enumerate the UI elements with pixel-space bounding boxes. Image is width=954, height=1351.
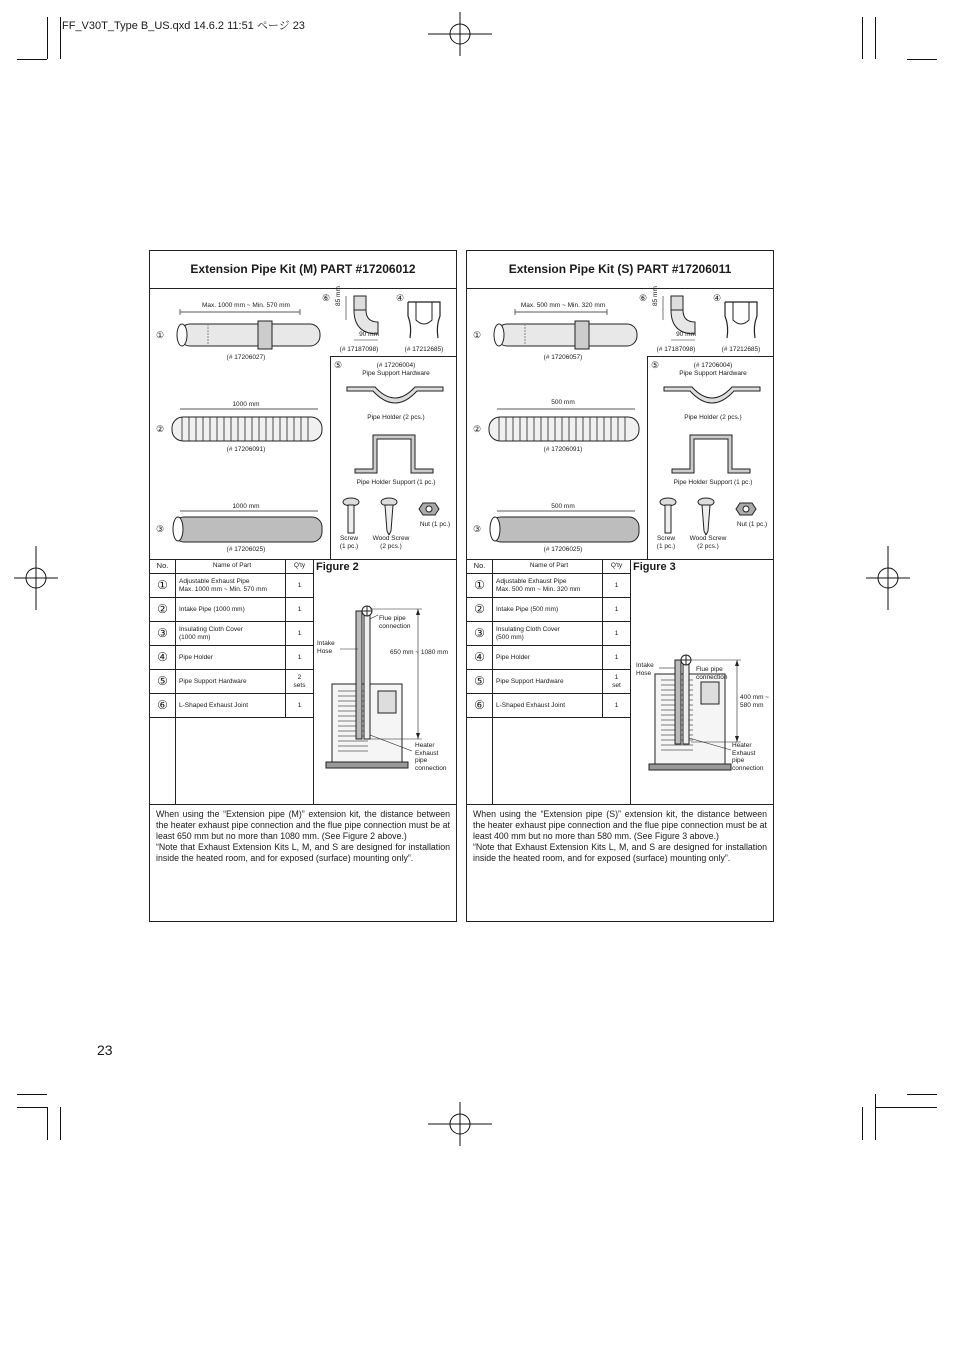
pipe-holder-bracket-icon bbox=[345, 379, 445, 411]
fasteners-icon bbox=[656, 497, 766, 535]
table-row: ① Adjustable Exhaust Pipe Max. 1000 mm ~ Min. 570 mm 1 bbox=[150, 574, 313, 598]
heater-label: Heater Exhaust pipe connection bbox=[732, 742, 764, 772]
range-label: 400 mm ~ 580 mm bbox=[740, 694, 770, 709]
parts-illustration: Max. 1000 mm ~ Min. 570 mm ① (# 17206027) ② 1000 mm (# 17206091) ③ 1000 mm (# 17206025) ⑥ 85 mm 90 mm (# 17187098) ④ (# 17212685) ⑤ (# 17206004) Pipe Support Hardware Pipe Holder (2 pcs.) Pipe Holder Support (1 pc.) Screw (1 pc.) Wood Screw (2 pcs.) Nut (1 pc.) bbox=[150, 288, 456, 560]
table-row: ⑥ L-Shaped Exhaust Joint 1 bbox=[467, 694, 630, 718]
table-row: ④ Pipe Holder 1 bbox=[467, 646, 630, 670]
holder-part: (# 17212685) bbox=[404, 346, 444, 353]
figure-label: Figure 2 bbox=[316, 561, 359, 573]
elbow-part: (# 17187098) bbox=[656, 346, 696, 353]
pipe-holder-clip-icon bbox=[402, 296, 446, 344]
table-row: ④ Pipe Holder 1 bbox=[150, 646, 313, 670]
table-row: ⑤ Pipe Support Hardware 1 set bbox=[467, 670, 630, 694]
figure-label: Figure 3 bbox=[633, 561, 676, 573]
pipe-holder-label: Pipe Holder (2 pcs.) bbox=[684, 414, 742, 421]
cover-dim: 1000 mm bbox=[232, 503, 260, 510]
cloth-cover-icon bbox=[485, 508, 645, 546]
flue-label: Flue pipe connection bbox=[379, 615, 411, 630]
exhaust-part: (# 17206027) bbox=[226, 354, 266, 361]
hardware-part: (# 17206004) bbox=[376, 362, 416, 369]
holder-support-label: Pipe Holder Support (1 pc.) bbox=[673, 479, 753, 486]
exhaust-pipe-icon bbox=[168, 308, 328, 350]
intake-part: (# 17206091) bbox=[543, 446, 583, 453]
exhaust-dim: Max. 1000 mm ~ Min. 570 mm bbox=[202, 302, 290, 309]
exhaust-pipe-icon bbox=[485, 308, 645, 350]
intake-part: (# 17206091) bbox=[226, 446, 266, 453]
intake-hose-icon bbox=[168, 406, 328, 446]
holder-support-icon bbox=[351, 429, 437, 475]
panel-title: Extension Pipe Kit (S) PART #17206011 bbox=[467, 251, 773, 289]
holder-support-icon bbox=[668, 429, 754, 475]
hardware-box: ⑤ (# 17206004) Pipe Support Hardware Pipe Holder (2 pcs.) Pipe Holder Support (1 pc.) Screw (1 pc.) Wood Screw (2 pcs.) Nut (1 pc.) bbox=[647, 356, 774, 560]
registration-mark-bottom bbox=[428, 1102, 492, 1146]
file-stamp: FF_V30T_Type B_US.qxd 14.6.2 11:51 ページ 23 bbox=[62, 20, 305, 32]
table-row: ② Intake Pipe (500 mm) 1 bbox=[467, 598, 630, 622]
registration-mark-top bbox=[428, 12, 492, 56]
panel-kit-s bbox=[466, 250, 774, 922]
hardware-part: (# 17206004) bbox=[693, 362, 733, 369]
description: When using the “Extension pipe (S)” extension kit, the distance between the heater exhaust pipe connection and the flue pipe connection must be at least 400 mm but no more than 580 mm. (See Figure 3 above.) “Note that Exhaust Extension Kits L, M, and S are designed for installation inside the heated room, and for exposed (surface) mounting only”. bbox=[467, 804, 773, 868]
pipe-holder-clip-icon bbox=[719, 296, 763, 344]
holder-support-label: Pipe Holder Support (1 pc.) bbox=[356, 479, 436, 486]
pipe-holder-label: Pipe Holder (2 pcs.) bbox=[367, 414, 425, 421]
heater-label: Heater Exhaust pipe connection bbox=[415, 742, 447, 772]
fasteners-icon bbox=[339, 497, 449, 535]
intake-label: Intake Hose bbox=[636, 662, 654, 677]
parts-table bbox=[467, 559, 631, 804]
flue-label: Flue pipe connection bbox=[696, 666, 728, 681]
pipe-holder-bracket-icon bbox=[662, 379, 762, 411]
hardware-name: Pipe Support Hardware bbox=[362, 370, 430, 377]
intake-dim: 1000 mm bbox=[232, 401, 260, 408]
parts-illustration: Max. 500 mm ~ Min. 320 mm ① (# 17206057) ② 500 mm (# 17206091) ③ 500 mm (# 17206025) ⑥ 85 mm 90 mm (# 17187098) ④ (# 17212685) ⑤ (# 17206004) Pipe Support Hardware Pipe Holder (2 pcs.) Pipe Holder Support (1 pc.) Screw (1 pc.) Wood Screw (2 pcs.) Nut (1 pc.) bbox=[467, 288, 773, 560]
registration-mark-left bbox=[14, 546, 58, 610]
wood-screw-label: Wood Screw (2 pcs.) bbox=[689, 535, 727, 550]
exhaust-part: (# 17206057) bbox=[543, 354, 583, 361]
table-row: ③ Insulating Cloth Cover (1000 mm) 1 bbox=[150, 622, 313, 646]
exhaust-dim: Max. 500 mm ~ Min. 320 mm bbox=[520, 302, 606, 309]
holder-part: (# 17212685) bbox=[721, 346, 761, 353]
screw-label: Screw (1 pc.) bbox=[656, 535, 676, 550]
table-row: ⑥ L-Shaped Exhaust Joint 1 bbox=[150, 694, 313, 718]
intake-label: Intake Hose bbox=[317, 640, 335, 655]
elbow-width: 90 mm bbox=[676, 331, 696, 338]
screw-label: Screw (1 pc.) bbox=[339, 535, 359, 550]
elbow-width: 90 mm bbox=[359, 331, 379, 338]
table-header: No. Name of Part Q'ty bbox=[467, 559, 630, 574]
cloth-cover-icon bbox=[168, 508, 328, 546]
elbow-height: 85 mm bbox=[335, 286, 342, 306]
elbow-part: (# 17187098) bbox=[339, 346, 379, 353]
cover-part: (# 17206025) bbox=[543, 546, 583, 553]
elbow-height: 85 mm bbox=[652, 286, 659, 306]
table-row: ⑤ Pipe Support Hardware 2 sets bbox=[150, 670, 313, 694]
registration-mark-right bbox=[866, 546, 910, 610]
cover-dim: 500 mm bbox=[551, 503, 575, 510]
range-label: 650 mm ~ 1080 mm bbox=[390, 649, 448, 656]
page-number: 23 bbox=[97, 1042, 113, 1058]
table-header: No. Name of Part Q'ty bbox=[150, 559, 313, 574]
hardware-name: Pipe Support Hardware bbox=[679, 370, 747, 377]
intake-dim: 500 mm bbox=[551, 399, 575, 406]
cover-part: (# 17206025) bbox=[226, 546, 266, 553]
table-row: ② Intake Pipe (1000 mm) 1 bbox=[150, 598, 313, 622]
table-row: ③ Insulating Cloth Cover (500 mm) 1 bbox=[467, 622, 630, 646]
intake-hose-icon bbox=[485, 406, 645, 446]
nut-label: Nut (1 pc.) bbox=[419, 521, 451, 528]
table-row: ① Adjustable Exhaust Pipe Max. 500 mm ~ Min. 320 mm 1 bbox=[467, 574, 630, 598]
hardware-box: ⑤ (# 17206004) Pipe Support Hardware Pipe Holder (2 pcs.) Pipe Holder Support (1 pc.) Screw (1 pc.) Wood Screw (2 pcs.) Nut (1 pc.) bbox=[330, 356, 457, 560]
description: When using the “Extension pipe (M)” extension kit, the distance between the heater exhaust pipe connection and the flue pipe connection must be at least 650 mm but no more than 1080 mm. (See Figure 2 above.) “Note that Exhaust Extension Kits L, M, and S are designed for installation inside the heated room, and for exposed (surface) mounting only”. bbox=[150, 804, 456, 868]
panel-title: Extension Pipe Kit (M) PART #17206012 bbox=[150, 251, 456, 289]
wood-screw-label: Wood Screw (2 pcs.) bbox=[372, 535, 410, 550]
panel-kit-m bbox=[149, 250, 457, 922]
nut-label: Nut (1 pc.) bbox=[736, 521, 768, 528]
parts-table bbox=[150, 559, 314, 804]
